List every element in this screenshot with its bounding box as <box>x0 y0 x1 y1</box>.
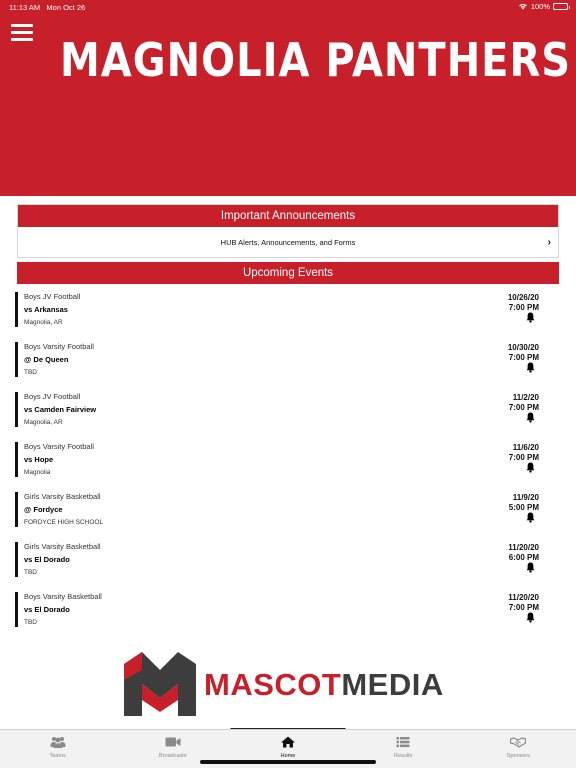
event-sport: Boys JV Football <box>24 392 81 401</box>
event-opponent: vs El Dorado <box>24 605 70 614</box>
sponsor-logo[interactable] <box>122 650 458 720</box>
event-sport: Girls Varsity Basketball <box>24 542 101 551</box>
event-time: 7:00 PM <box>508 453 539 462</box>
sponsor-name-part2: MEDIA <box>341 667 444 702</box>
bell-icon[interactable] <box>526 312 535 323</box>
video-camera-icon <box>165 736 181 748</box>
event-date: 11/20/20 <box>508 593 539 602</box>
event-date: 10/26/20 <box>507 293 539 302</box>
event-location: Magnolia, AR <box>24 319 63 326</box>
event-sport: Boys JV Football <box>24 292 81 301</box>
tab-label: Teams <box>49 753 66 759</box>
tab-teams[interactable] <box>0 730 115 768</box>
event-marker <box>15 442 18 477</box>
list-icon <box>395 736 411 748</box>
event-location: TBD <box>24 369 37 376</box>
event-date: 11/9/20 <box>512 493 539 502</box>
event-row[interactable] <box>15 336 545 386</box>
event-time: 7:00 PM <box>508 603 539 612</box>
event-marker <box>15 392 18 427</box>
events-list <box>15 286 545 636</box>
event-opponent: @ De Queen <box>24 355 69 364</box>
event-marker <box>15 292 18 327</box>
team-title: MAGNOLIA PANTHERS <box>60 34 572 88</box>
event-time: 7:00 PM <box>508 403 539 412</box>
event-row[interactable] <box>15 486 545 536</box>
event-marker <box>15 492 18 527</box>
bell-icon[interactable] <box>526 412 535 423</box>
event-opponent: vs Hope <box>24 455 54 464</box>
event-sport: Girls Varsity Basketball <box>24 492 101 501</box>
event-opponent: @ Fordyce <box>24 505 63 514</box>
chevron-right-icon: › <box>547 237 551 248</box>
tab-label: Home <box>280 753 296 759</box>
tab-label: Sponsors <box>506 753 531 759</box>
event-marker <box>15 342 18 377</box>
status-bar <box>0 0 576 14</box>
mascot-media-logo-mark <box>122 650 198 718</box>
status-indicators <box>518 2 568 11</box>
event-marker <box>15 542 18 577</box>
bell-icon[interactable] <box>526 362 535 373</box>
event-row[interactable] <box>15 586 545 636</box>
event-date: 11/6/20 <box>512 443 539 452</box>
event-row[interactable] <box>15 436 545 486</box>
battery-icon <box>553 3 568 10</box>
event-location: TBD <box>24 619 37 626</box>
event-time: 6:00 PM <box>508 553 539 562</box>
event-opponent: vs Arkansas <box>24 305 68 314</box>
event-location: TBD <box>24 569 37 576</box>
event-location: Magnolia, AR <box>24 419 63 426</box>
tab-label: Results <box>394 753 413 759</box>
event-date: 11/20/20 <box>508 543 539 552</box>
sponsor-name-part1: MASCOT <box>204 667 342 702</box>
home-indicator <box>200 760 376 764</box>
bell-icon[interactable] <box>526 512 535 523</box>
team-header <box>0 0 576 196</box>
status-time <box>9 3 85 12</box>
event-date: 10/30/20 <box>507 343 539 352</box>
event-row[interactable] <box>15 536 545 586</box>
event-time: 7:00 PM <box>508 353 539 362</box>
tab-sponsors[interactable] <box>461 730 576 768</box>
announcements-link-label: HUB Alerts, Announcements, and Forms <box>220 238 356 247</box>
handshake-icon <box>510 736 526 748</box>
announcements-section <box>17 204 559 258</box>
status-clock: 11:13 AM <box>9 3 41 12</box>
bell-icon[interactable] <box>526 462 535 473</box>
event-row[interactable] <box>15 386 545 436</box>
upcoming-events-header: Upcoming Events <box>17 262 559 284</box>
event-sport: Boys Varsity Football <box>24 342 94 351</box>
bell-icon[interactable] <box>526 612 535 623</box>
event-time: 7:00 PM <box>508 303 539 312</box>
event-time: 5:00 PM <box>508 503 539 512</box>
event-row[interactable] <box>15 286 545 336</box>
announcements-link[interactable] <box>18 227 558 258</box>
event-marker <box>15 592 18 627</box>
status-date: Mon Oct 26 <box>46 3 86 12</box>
event-location: Magnolia <box>24 469 51 476</box>
sponsor-name <box>204 667 444 703</box>
announcements-header: Important Announcements <box>18 205 558 227</box>
bell-icon[interactable] <box>526 562 535 573</box>
event-sport: Boys Varsity Basketball <box>24 592 102 601</box>
battery-percent: 100% <box>530 2 550 11</box>
teams-icon <box>50 736 66 748</box>
tab-label: Broadcasts <box>159 753 187 759</box>
event-location: FORDYCE HIGH SCHOOL <box>24 519 104 526</box>
home-icon <box>280 736 296 748</box>
event-opponent: vs El Dorado <box>24 555 70 564</box>
wifi-icon <box>518 3 528 10</box>
menu-icon[interactable] <box>11 24 33 41</box>
event-opponent: vs Camden Fairview <box>24 405 97 414</box>
event-sport: Boys Varsity Football <box>24 442 94 451</box>
event-date: 11/2/20 <box>512 393 539 402</box>
